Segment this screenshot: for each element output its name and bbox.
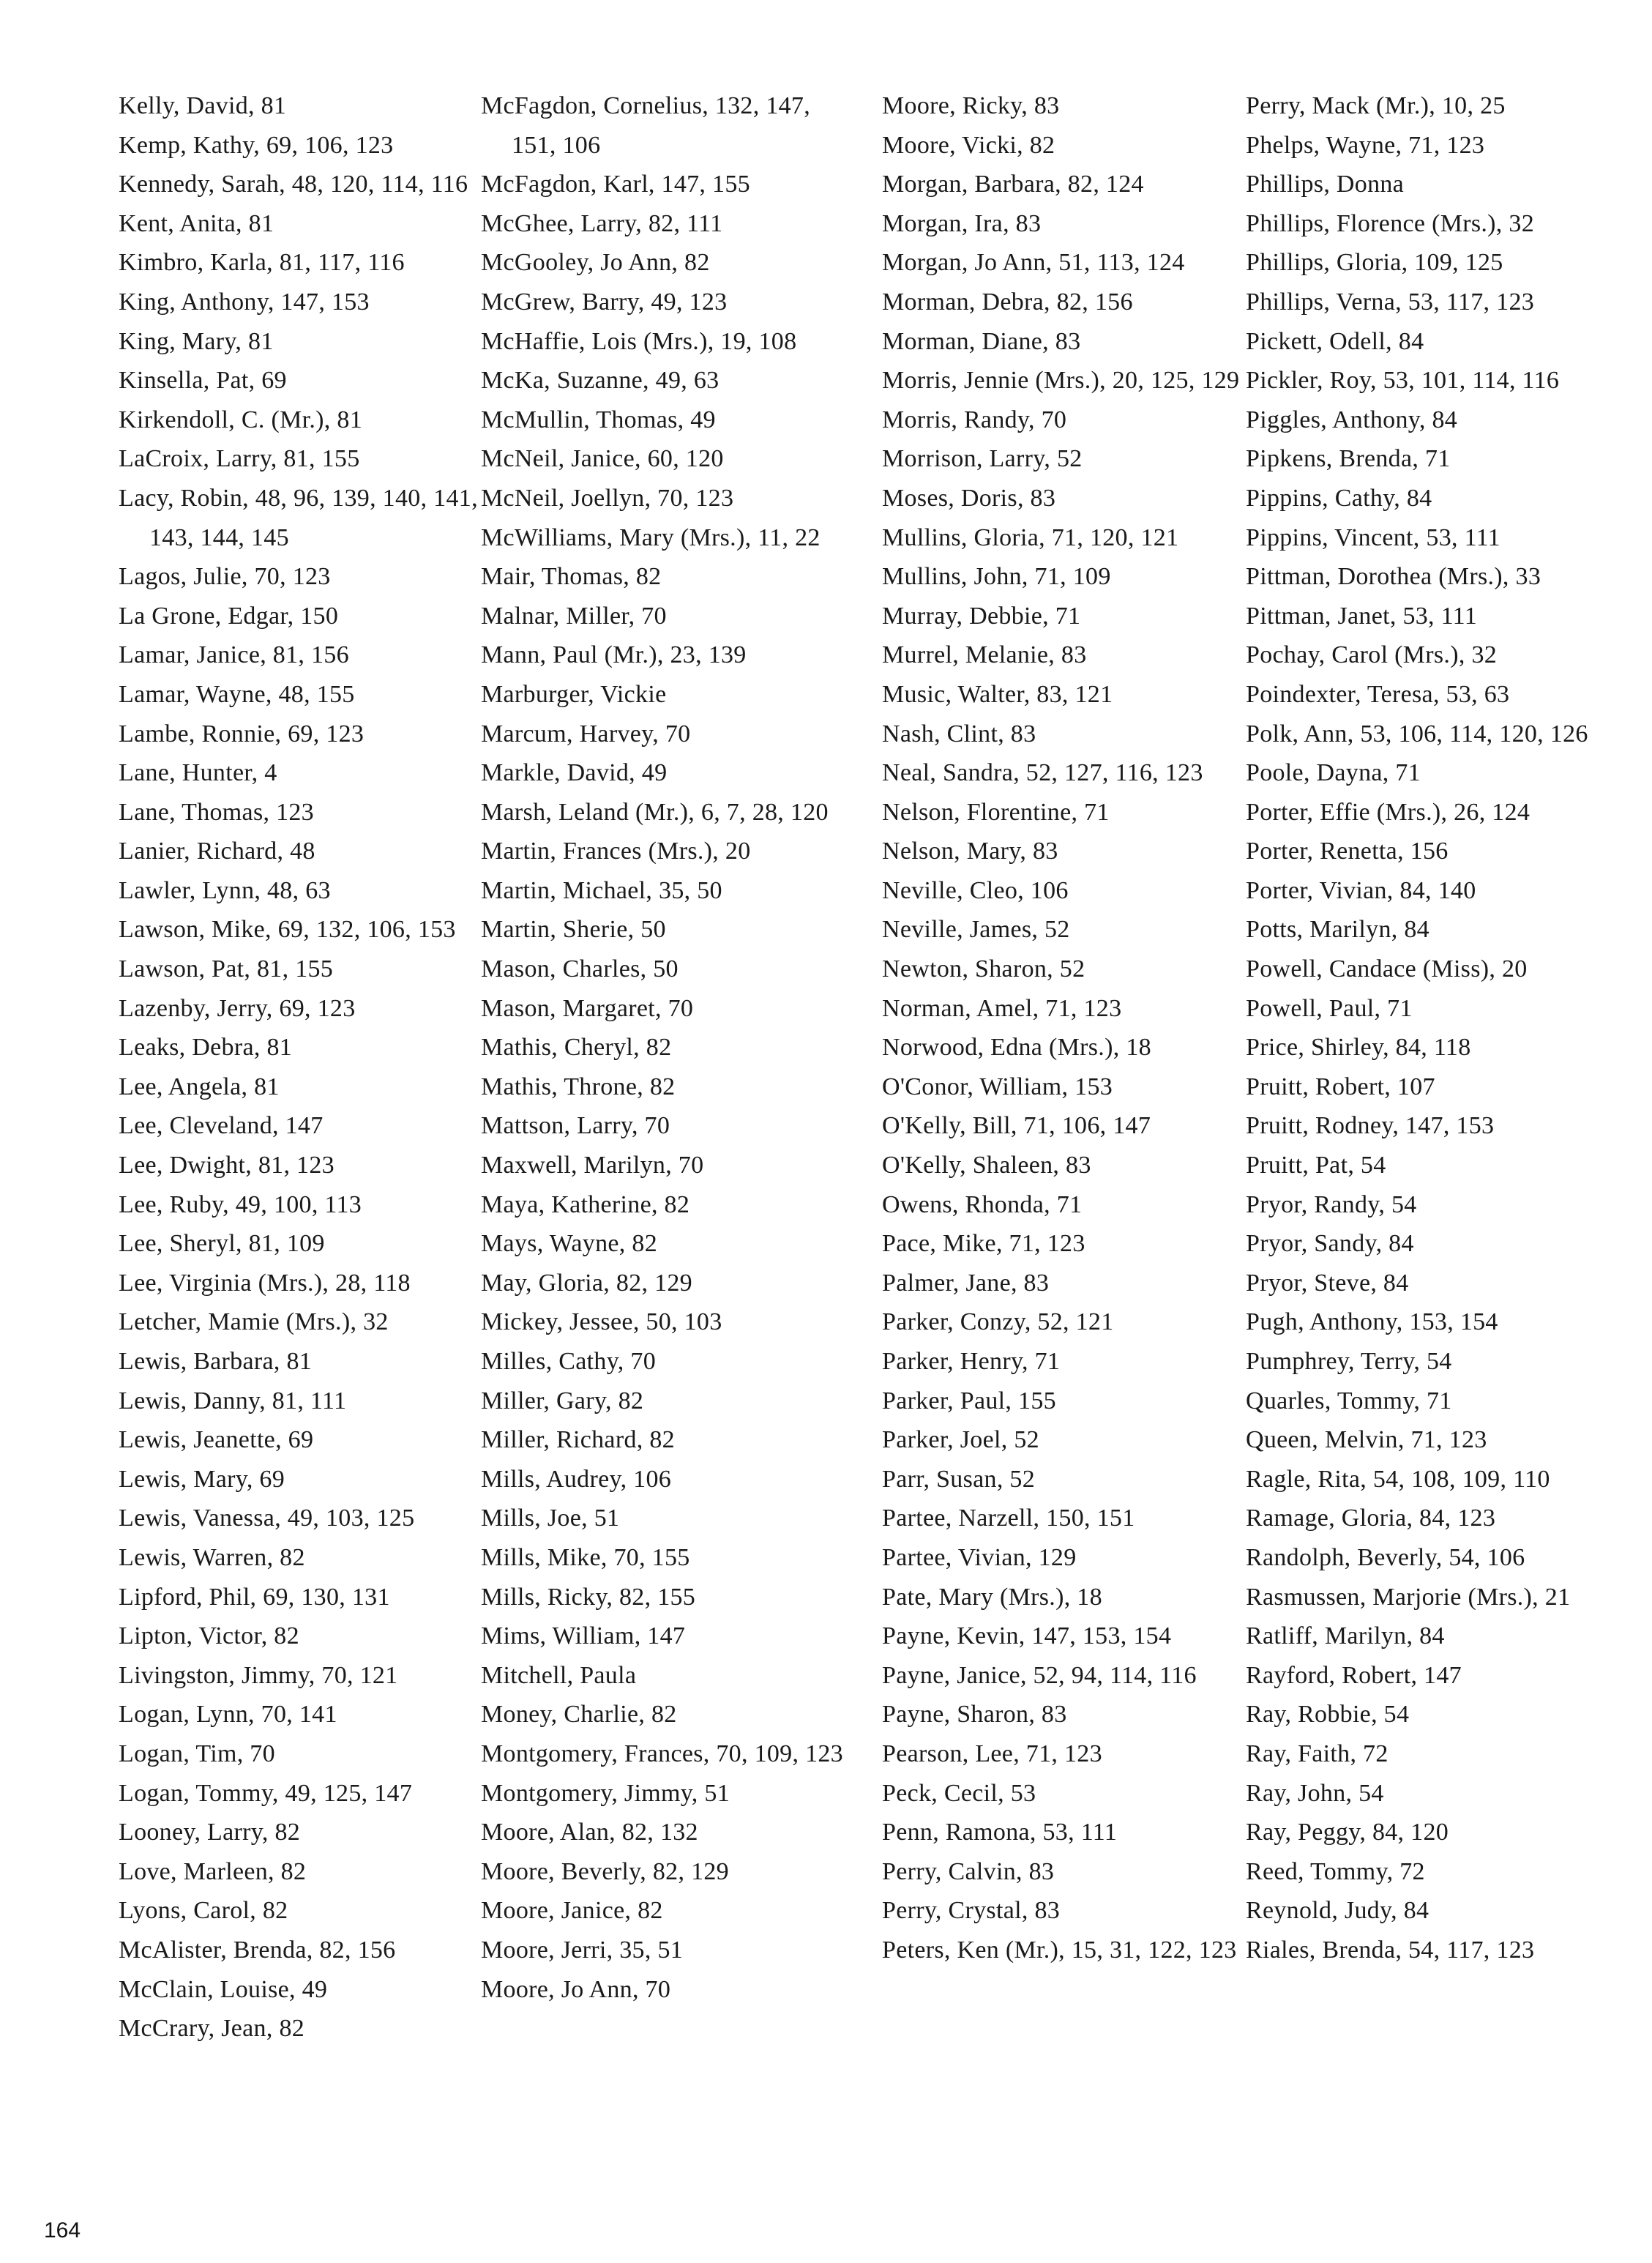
index-entry: Lanier, Richard, 48 xyxy=(119,838,315,865)
index-entry: Kent, Anita, 81 xyxy=(119,209,274,237)
index-entry: Pryor, Sandy, 84 xyxy=(1246,1230,1414,1258)
index-entry: Queen, Melvin, 71, 123 xyxy=(1246,1426,1487,1454)
index-entry: Lambe, Ronnie, 69, 123 xyxy=(119,720,365,748)
index-entry: Pippins, Cathy, 84 xyxy=(1246,484,1432,512)
index-entry: Leaks, Debra, 81 xyxy=(119,1034,293,1062)
index-entry: Price, Shirley, 84, 118 xyxy=(1246,1034,1471,1062)
index-entry: Mims, William, 147 xyxy=(481,1622,686,1650)
index-entry: Lewis, Mary, 69 xyxy=(119,1465,285,1493)
index-entry: Lazenby, Jerry, 69, 123 xyxy=(119,994,356,1022)
index-entry: Phillips, Florence (Mrs.), 32 xyxy=(1246,209,1535,237)
index-entry: Moore, Jerri, 35, 51 xyxy=(481,1936,684,1964)
index-entry: Letcher, Mamie (Mrs.), 32 xyxy=(119,1308,389,1336)
index-entry: Lee, Dwight, 81, 123 xyxy=(119,1152,334,1179)
index-entry: Palmer, Jane, 83 xyxy=(882,1269,1050,1297)
index-entry: McMullin, Thomas, 49 xyxy=(481,406,716,433)
index-entry: La Grone, Edgar, 150 xyxy=(119,602,339,630)
index-entry: Phelps, Wayne, 71, 123 xyxy=(1246,131,1485,159)
index-entry: King, Mary, 81 xyxy=(119,327,274,355)
index-entry: Kelly, David, 81 xyxy=(119,92,287,119)
index-entry: Lewis, Barbara, 81 xyxy=(119,1348,313,1375)
index-entry: Miller, Richard, 82 xyxy=(481,1426,675,1454)
index-entry: Lee, Angela, 81 xyxy=(119,1073,280,1100)
index-entry: Lacy, Robin, 48, 96, 139, 140, 141, 143, 144, 145 xyxy=(119,484,478,551)
index-entry: Pugh, Anthony, 153, 154 xyxy=(1246,1308,1498,1336)
index-entry: Ratliff, Marilyn, 84 xyxy=(1246,1622,1445,1650)
index-entry: Perry, Mack (Mr.), 10, 25 xyxy=(1246,92,1506,119)
index-entry: O'Kelly, Bill, 71, 106, 147 xyxy=(882,1112,1151,1140)
index-entry: Phillips, Verna, 53, 117, 123 xyxy=(1246,288,1535,316)
index-entry: Money, Charlie, 82 xyxy=(481,1701,677,1729)
index-entry: Ragle, Rita, 54, 108, 109, 110 xyxy=(1246,1465,1550,1493)
index-entry: Logan, Lynn, 70, 141 xyxy=(119,1701,337,1729)
index-entry: Lee, Cleveland, 147 xyxy=(119,1112,324,1140)
index-entry: Livingston, Jimmy, 70, 121 xyxy=(119,1661,398,1689)
index-entry: Mathis, Cheryl, 82 xyxy=(481,1034,672,1062)
index-entry: Mair, Thomas, 82 xyxy=(481,563,662,591)
index-entry: O'Conor, William, 153 xyxy=(882,1073,1113,1100)
index-entry: Lagos, Julie, 70, 123 xyxy=(119,563,331,591)
index-entry: Martin, Michael, 35, 50 xyxy=(481,876,722,904)
index-entry: Marburger, Vickie xyxy=(481,680,667,708)
index-entry: Murrel, Melanie, 83 xyxy=(882,641,1087,669)
index-entry: Mullins, Gloria, 71, 120, 121 xyxy=(882,523,1179,551)
page-number: 164 xyxy=(44,2218,81,2243)
index-entry: King, Anthony, 147, 153 xyxy=(119,288,370,316)
index-entry: Powell, Candace (Miss), 20 xyxy=(1246,955,1528,983)
index-entry: Payne, Kevin, 147, 153, 154 xyxy=(882,1622,1172,1650)
index-entry: McGooley, Jo Ann, 82 xyxy=(481,249,710,277)
index-entry: Lane, Hunter, 4 xyxy=(119,759,277,787)
index-entry: Rayford, Robert, 147 xyxy=(1246,1661,1462,1689)
index-entry: Murray, Debbie, 71 xyxy=(882,602,1081,630)
index-entry: Montgomery, Frances, 70, 109, 123 xyxy=(481,1740,843,1767)
index-entry: McNeil, Janice, 60, 120 xyxy=(481,445,724,473)
index-entry: McKa, Suzanne, 49, 63 xyxy=(481,367,720,395)
index-entry: Pryor, Steve, 84 xyxy=(1246,1269,1409,1297)
index-entry: Maxwell, Marilyn, 70 xyxy=(481,1152,704,1179)
index-entry: Mason, Charles, 50 xyxy=(481,955,679,983)
index-entry: Mann, Paul (Mr.), 23, 139 xyxy=(481,641,747,669)
index-entry: Pryor, Randy, 54 xyxy=(1246,1190,1417,1218)
index-entry: Mattson, Larry, 70 xyxy=(481,1112,670,1140)
index-entry: Rasmussen, Marjorie (Mrs.), 21 xyxy=(1246,1583,1571,1611)
index-entry: Morgan, Barbara, 82, 124 xyxy=(882,171,1144,198)
index-entry: Neville, James, 52 xyxy=(882,916,1070,944)
index-entry: Riales, Brenda, 54, 117, 123 xyxy=(1246,1936,1535,1964)
index-entry: McAlister, Brenda, 82, 156 xyxy=(119,1936,396,1964)
index-entry: Looney, Larry, 82 xyxy=(119,1819,301,1846)
index-entry: Mathis, Throne, 82 xyxy=(481,1073,676,1100)
index-entry: Lewis, Jeanette, 69 xyxy=(119,1426,314,1454)
index-entry: Malnar, Miller, 70 xyxy=(481,602,667,630)
index-entry: Polk, Ann, 53, 106, 114, 120, 126 xyxy=(1246,720,1588,748)
index-column-3 xyxy=(882,86,1252,1970)
index-entry: Lee, Virginia (Mrs.), 28, 118 xyxy=(119,1269,411,1297)
index-entry: Moore, Janice, 82 xyxy=(481,1897,663,1925)
index-entry: Lee, Ruby, 49, 100, 113 xyxy=(119,1190,362,1218)
index-entry: Perry, Crystal, 83 xyxy=(882,1897,1061,1925)
index-column-1 xyxy=(119,86,488,2048)
index-entry: Pippins, Vincent, 53, 111 xyxy=(1246,523,1500,551)
index-entry: Payne, Janice, 52, 94, 114, 116 xyxy=(882,1661,1197,1689)
index-entry: McGrew, Barry, 49, 123 xyxy=(481,288,728,316)
index-entry: Mills, Mike, 70, 155 xyxy=(481,1543,690,1571)
index-entry: Pipkens, Brenda, 71 xyxy=(1246,445,1451,473)
index-entry: Piggles, Anthony, 84 xyxy=(1246,406,1458,433)
index-entry: Ray, Faith, 72 xyxy=(1246,1740,1388,1767)
index-entry: Lawler, Lynn, 48, 63 xyxy=(119,876,331,904)
index-entry: Pittman, Dorothea (Mrs.), 33 xyxy=(1246,563,1541,591)
index-entry: Payne, Sharon, 83 xyxy=(882,1701,1067,1729)
index-entry: Norman, Amel, 71, 123 xyxy=(882,994,1122,1022)
index-entry: Nelson, Florentine, 71 xyxy=(882,798,1110,826)
index-entry: Porter, Renetta, 156 xyxy=(1246,838,1449,865)
index-entry: Moses, Doris, 83 xyxy=(882,484,1056,512)
index-entry: Lewis, Danny, 81, 111 xyxy=(119,1387,347,1414)
index-entry: Poindexter, Teresa, 53, 63 xyxy=(1246,680,1510,708)
index-entry: Parr, Susan, 52 xyxy=(882,1465,1036,1493)
index-entry: Perry, Calvin, 83 xyxy=(882,1857,1055,1885)
index-entry: Phillips, Donna xyxy=(1246,171,1405,198)
index-entry: Morgan, Ira, 83 xyxy=(882,209,1042,237)
index-entry: Phillips, Gloria, 109, 125 xyxy=(1246,249,1503,277)
index-entry: Milles, Cathy, 70 xyxy=(481,1348,656,1375)
index-entry: O'Kelly, Shaleen, 83 xyxy=(882,1152,1091,1179)
index-entry: Mills, Audrey, 106 xyxy=(481,1465,672,1493)
index-entry: Pickler, Roy, 53, 101, 114, 116 xyxy=(1246,367,1560,395)
index-entry: Newton, Sharon, 52 xyxy=(882,955,1085,983)
index-entry: Ray, Robbie, 54 xyxy=(1246,1701,1410,1729)
index-entry: Montgomery, Jimmy, 51 xyxy=(481,1779,730,1807)
index-entry: Logan, Tim, 70 xyxy=(119,1740,275,1767)
index-entry: Parker, Paul, 155 xyxy=(882,1387,1056,1414)
index-entry: Morman, Diane, 83 xyxy=(882,327,1081,355)
index-entry: Mills, Joe, 51 xyxy=(481,1505,620,1532)
index-entry: Neal, Sandra, 52, 127, 116, 123 xyxy=(882,759,1203,787)
index-entry: Martin, Frances (Mrs.), 20 xyxy=(481,838,751,865)
index-entry: McNeil, Joellyn, 70, 123 xyxy=(481,484,734,512)
index-entry: Markle, David, 49 xyxy=(481,759,668,787)
index-entry: Moore, Ricky, 83 xyxy=(882,92,1060,119)
index-entry: Reynold, Judy, 84 xyxy=(1246,1897,1429,1925)
index-entry: Music, Walter, 83, 121 xyxy=(882,680,1113,708)
index-entry: Pace, Mike, 71, 123 xyxy=(882,1230,1085,1258)
index-entry: Moore, Alan, 82, 132 xyxy=(481,1819,698,1846)
index-entry: Kimbro, Karla, 81, 117, 116 xyxy=(119,249,405,277)
index-entry: McWilliams, Mary (Mrs.), 11, 22 xyxy=(481,523,821,551)
index-entry: Pittman, Janet, 53, 111 xyxy=(1246,602,1478,630)
index-entry: Lane, Thomas, 123 xyxy=(119,798,314,826)
index-entry: Love, Marleen, 82 xyxy=(119,1857,307,1885)
index-entry: Mickey, Jessee, 50, 103 xyxy=(481,1308,722,1336)
index-column-2 xyxy=(481,86,851,2009)
index-entry: Ray, John, 54 xyxy=(1246,1779,1384,1807)
index-entry: Moore, Jo Ann, 70 xyxy=(481,1975,671,2003)
index-entry: Norwood, Edna (Mrs.), 18 xyxy=(882,1034,1151,1062)
index-entry: Peck, Cecil, 53 xyxy=(882,1779,1036,1807)
index-entry: Morris, Jennie (Mrs.), 20, 125, 129 xyxy=(882,367,1240,395)
index-entry: Poole, Dayna, 71 xyxy=(1246,759,1421,787)
index-entry: Lipford, Phil, 69, 130, 131 xyxy=(119,1583,390,1611)
index-entry: Morrison, Larry, 52 xyxy=(882,445,1083,473)
index-entry: Parker, Joel, 52 xyxy=(882,1426,1039,1454)
index-entry: Lamar, Wayne, 48, 155 xyxy=(119,680,355,708)
index-entry: Kennedy, Sarah, 48, 120, 114, 116 xyxy=(119,171,468,198)
index-entry: Lipton, Victor, 82 xyxy=(119,1622,299,1650)
index-entry: Quarles, Tommy, 71 xyxy=(1246,1387,1452,1414)
index-entry: Lawson, Mike, 69, 132, 106, 153 xyxy=(119,916,456,944)
index-entry: Potts, Marilyn, 84 xyxy=(1246,916,1429,944)
index-entry: Mills, Ricky, 82, 155 xyxy=(481,1583,696,1611)
index-entry: Reed, Tommy, 72 xyxy=(1246,1857,1425,1885)
index-entry: McClain, Louise, 49 xyxy=(119,1975,328,2003)
index-entry: Pochay, Carol (Mrs.), 32 xyxy=(1246,641,1498,669)
index-entry: Mason, Margaret, 70 xyxy=(481,994,694,1022)
index-entry: Moore, Vicki, 82 xyxy=(882,131,1055,159)
index-entry: Partee, Vivian, 129 xyxy=(882,1543,1077,1571)
index-entry: Pruitt, Robert, 107 xyxy=(1246,1073,1435,1100)
index-entry: Lamar, Janice, 81, 156 xyxy=(119,641,349,669)
index-entry: Marcum, Harvey, 70 xyxy=(481,720,691,748)
index-entry: Morgan, Jo Ann, 51, 113, 124 xyxy=(882,249,1185,277)
index-entry: Kirkendoll, C. (Mr.), 81 xyxy=(119,406,363,433)
index-entry: Logan, Tommy, 49, 125, 147 xyxy=(119,1779,413,1807)
index-entry: Lawson, Pat, 81, 155 xyxy=(119,955,334,983)
index-column-4 xyxy=(1246,86,1626,1970)
index-entry: Mitchell, Paula xyxy=(481,1661,637,1689)
index-entry: Pruitt, Rodney, 147, 153 xyxy=(1246,1112,1495,1140)
index-entry: Pickett, Odell, 84 xyxy=(1246,327,1424,355)
index-entry: Lee, Sheryl, 81, 109 xyxy=(119,1230,325,1258)
index-entry: Mays, Wayne, 82 xyxy=(481,1230,657,1258)
index-entry: Pumphrey, Terry, 54 xyxy=(1246,1348,1452,1375)
index-entry: McFagdon, Cornelius, 132, 147, 151, 106 xyxy=(481,92,811,159)
index-entry: Ramage, Gloria, 84, 123 xyxy=(1246,1505,1496,1532)
index-entry: Miller, Gary, 82 xyxy=(481,1387,644,1414)
index-entry: Powell, Paul, 71 xyxy=(1246,994,1413,1022)
index-entry: Neville, Cleo, 106 xyxy=(882,876,1069,904)
index-entry: LaCroix, Larry, 81, 155 xyxy=(119,445,360,473)
index-entry: May, Gloria, 82, 129 xyxy=(481,1269,692,1297)
index-entry: Nash, Clint, 83 xyxy=(882,720,1036,748)
index-entry: Lyons, Carol, 82 xyxy=(119,1897,288,1925)
index-entry: McFagdon, Karl, 147, 155 xyxy=(481,171,750,198)
index-entry: McGhee, Larry, 82, 111 xyxy=(481,209,723,237)
index-entry: Pruitt, Pat, 54 xyxy=(1246,1152,1386,1179)
index-entry: Penn, Ramona, 53, 111 xyxy=(882,1819,1118,1846)
index-entry: Peters, Ken (Mr.), 15, 31, 122, 123 xyxy=(882,1936,1237,1964)
index-entry: Parker, Conzy, 52, 121 xyxy=(882,1308,1114,1336)
index-entry: Nelson, Mary, 83 xyxy=(882,838,1058,865)
index-entry: Kemp, Kathy, 69, 106, 123 xyxy=(119,131,394,159)
index-entry: Lewis, Warren, 82 xyxy=(119,1543,305,1571)
index-entry: Porter, Effie (Mrs.), 26, 124 xyxy=(1246,798,1530,826)
index-entry: Randolph, Beverly, 54, 106 xyxy=(1246,1543,1525,1571)
index-entry: Morris, Randy, 70 xyxy=(882,406,1067,433)
index-entry: McCrary, Jean, 82 xyxy=(119,2015,305,2043)
index-entry: Owens, Rhonda, 71 xyxy=(882,1190,1083,1218)
index-entry: Partee, Narzell, 150, 151 xyxy=(882,1505,1135,1532)
index-entry: Lewis, Vanessa, 49, 103, 125 xyxy=(119,1505,415,1532)
index-entry: Pearson, Lee, 71, 123 xyxy=(882,1740,1102,1767)
index-entry: Parker, Henry, 71 xyxy=(882,1348,1061,1375)
index-entry: Moore, Beverly, 82, 129 xyxy=(481,1857,729,1885)
index-entry: Kinsella, Pat, 69 xyxy=(119,367,287,395)
index-entry: Ray, Peggy, 84, 120 xyxy=(1246,1819,1449,1846)
index-entry: Marsh, Leland (Mr.), 6, 7, 28, 120 xyxy=(481,798,829,826)
index-entry: Martin, Sherie, 50 xyxy=(481,916,666,944)
index-entry: Porter, Vivian, 84, 140 xyxy=(1246,876,1476,904)
index-entry: Pate, Mary (Mrs.), 18 xyxy=(882,1583,1102,1611)
index-entry: Morman, Debra, 82, 156 xyxy=(882,288,1133,316)
index-entry: McHaffie, Lois (Mrs.), 19, 108 xyxy=(481,327,797,355)
index-entry: Mullins, John, 71, 109 xyxy=(882,563,1111,591)
index-entry: Maya, Katherine, 82 xyxy=(481,1190,690,1218)
